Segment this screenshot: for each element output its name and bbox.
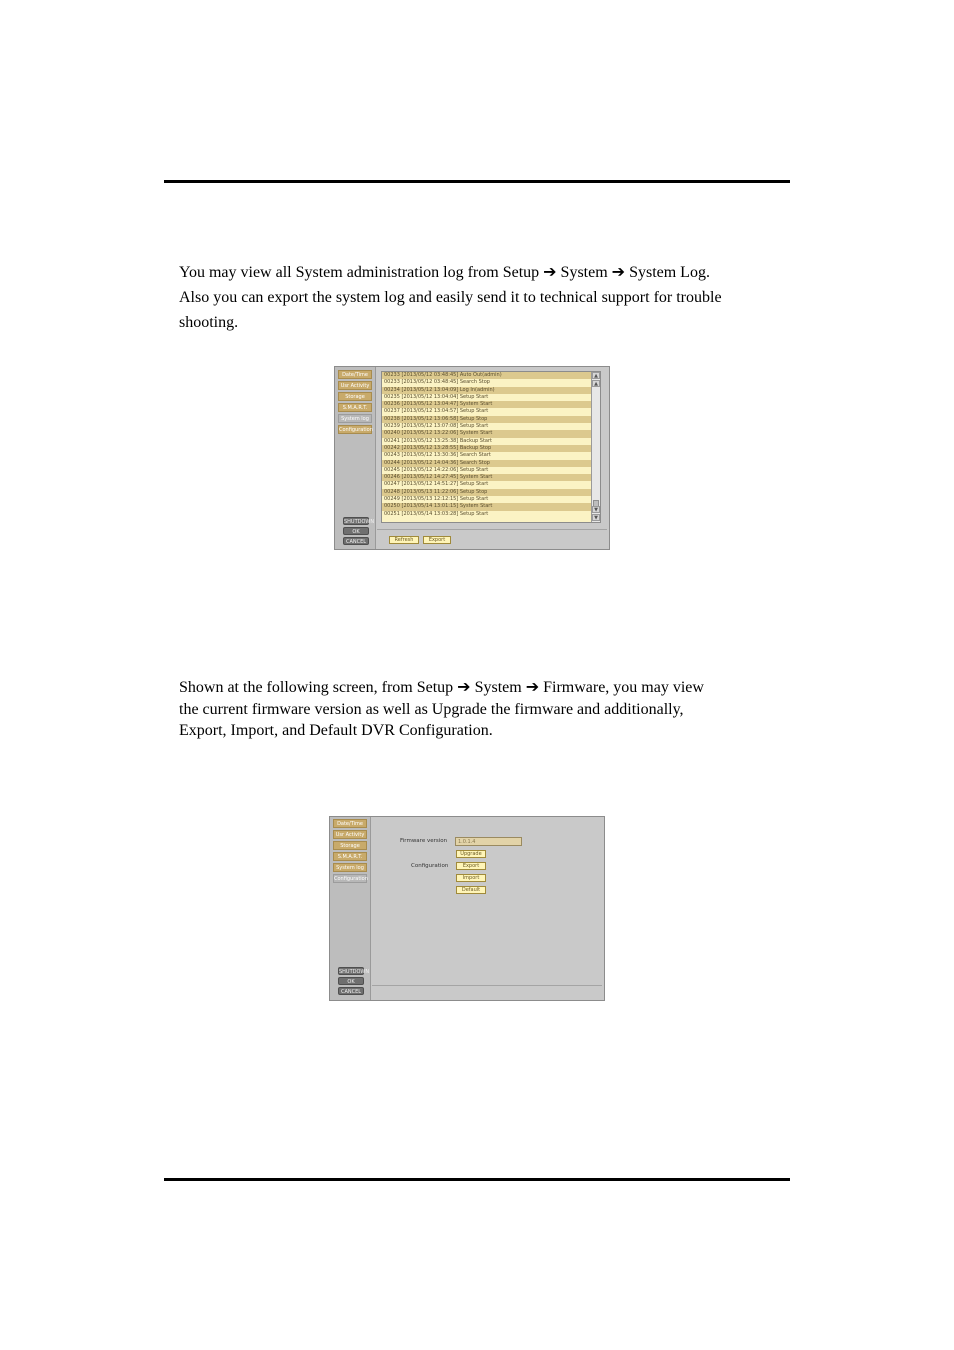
- tab-user-activity[interactable]: Usr Activity: [333, 830, 367, 839]
- configuration-label: Configuration: [411, 863, 449, 869]
- log-row[interactable]: 00237 [2013/05/12 13:04:57] Setup Start: [384, 408, 489, 415]
- text-line: shooting.: [179, 314, 239, 331]
- text-line: Shown at the following screen, from Setup ➔ System ➔ Firmware, you may view: [179, 679, 704, 696]
- cancel-button[interactable]: CANCEL: [338, 987, 364, 995]
- log-row[interactable]: 00249 [2013/05/13 12:12:15] Setup Start: [384, 496, 489, 503]
- log-row[interactable]: 00247 [2013/05/12 14:51:27] Setup Start: [384, 481, 489, 488]
- tab-smart[interactable]: S.M.A.R.T.: [333, 852, 367, 861]
- log-row[interactable]: 00242 [2013/05/12 13:28:55] Backup Stop: [382, 445, 591, 452]
- config-import-button[interactable]: Import: [456, 874, 486, 882]
- log-row[interactable]: 00250 [2013/05/14 13:01:15] System Start: [382, 503, 591, 510]
- scroll-up2-icon[interactable]: ▲: [592, 380, 600, 387]
- ok-button[interactable]: OK: [338, 977, 364, 985]
- scroll-up-icon[interactable]: ▲: [592, 372, 600, 379]
- tab-date-time[interactable]: Date/Time: [333, 819, 367, 828]
- log-row[interactable]: 00244 [2013/05/12 14:04:36] Search Stop: [382, 460, 591, 467]
- scrollbar[interactable]: [591, 372, 600, 522]
- sidebar: [335, 367, 376, 549]
- tab-configuration[interactable]: Configuration: [334, 876, 368, 882]
- tab-storage[interactable]: Storage: [338, 392, 372, 401]
- tab-configuration[interactable]: Configuration: [339, 427, 373, 433]
- log-row[interactable]: 00240 [2013/05/12 13:22:06] System Start: [382, 430, 591, 437]
- firmware-version-label: Firmware version: [400, 838, 448, 844]
- log-row[interactable]: 00233 [2013/05/12 03:48:45] Search Stop: [384, 379, 490, 386]
- firmware-screen: [329, 816, 605, 1001]
- log-row[interactable]: 00238 [2013/05/12 13:06:58] Setup Stop: [382, 416, 591, 423]
- config-export-button[interactable]: Export: [456, 862, 486, 870]
- log-row[interactable]: 00243 [2013/05/12 13:30:36] Search Start: [384, 452, 491, 459]
- config-default-button[interactable]: Default: [456, 886, 486, 894]
- shutdown-button[interactable]: SHUTDOWN: [344, 519, 375, 525]
- ok-button[interactable]: OK: [343, 527, 369, 535]
- scroll-down-icon[interactable]: ▼: [592, 514, 600, 521]
- tab-system-log[interactable]: System log: [338, 414, 372, 423]
- tab-system-log[interactable]: System log: [333, 863, 367, 872]
- text-line: Export, Import, and Default DVR Configuration.: [179, 722, 493, 739]
- text-line: the current firmware version as well as Upgrade the firmware and additionally,: [179, 700, 684, 718]
- text-line: Also you can export the system log and easily send it to technical support for trouble: [179, 289, 722, 306]
- log-list[interactable]: [381, 371, 601, 523]
- log-row[interactable]: 00235 [2013/05/12 13:04:04] Setup Start: [384, 393, 489, 400]
- log-row[interactable]: 00248 [2013/05/13 11:22:06] Setup Stop: [382, 489, 591, 496]
- log-row[interactable]: 00241 [2013/05/12 13:25:38] Backup Start: [384, 437, 492, 444]
- log-rows: [382, 372, 591, 518]
- tab-user-activity[interactable]: Usr Activity: [338, 381, 372, 390]
- bottom-rule: [164, 1178, 790, 1181]
- log-row[interactable]: 00236 [2013/05/12 13:04:47] System Start: [382, 401, 591, 408]
- log-row[interactable]: 00245 [2013/05/12 14:22:06] Setup Start: [384, 466, 489, 473]
- tab-smart[interactable]: S.M.A.R.T.: [338, 403, 372, 412]
- log-row[interactable]: 00234 [2013/05/12 13:04:09] Log In(admin): [382, 387, 591, 394]
- log-row[interactable]: 00233 [2013/05/12 03:48:45] Auto Out(admin): [382, 372, 591, 379]
- text-line: You may view all System administration log from Setup ➔ System ➔ System Log.: [179, 264, 710, 281]
- export-button[interactable]: Export: [423, 536, 451, 544]
- upgrade-button[interactable]: Upgrade: [456, 850, 486, 858]
- tab-storage[interactable]: Storage: [333, 841, 367, 850]
- system-log-description: [179, 260, 799, 335]
- scroll-down2-icon[interactable]: ▼: [592, 506, 600, 513]
- log-row[interactable]: 00246 [2013/05/12 14:27:45] System Start: [382, 474, 591, 481]
- divider: [372, 985, 602, 986]
- firmware-version-field: 1.0.1.4: [455, 837, 522, 846]
- refresh-button[interactable]: Refresh: [389, 536, 419, 544]
- firmware-description: [179, 677, 799, 742]
- top-rule: [164, 180, 790, 183]
- log-row[interactable]: 00239 [2013/05/12 13:07:08] Setup Start: [384, 423, 489, 430]
- log-row[interactable]: 00251 [2013/05/14 13:03:28] Setup Start: [384, 510, 489, 517]
- cancel-button[interactable]: CANCEL: [343, 537, 369, 545]
- system-log-screen: [334, 366, 610, 550]
- tab-date-time[interactable]: Date/Time: [338, 370, 372, 379]
- shutdown-button[interactable]: SHUTDOWN: [339, 969, 370, 975]
- sidebar: [330, 817, 371, 1000]
- divider: [377, 529, 607, 530]
